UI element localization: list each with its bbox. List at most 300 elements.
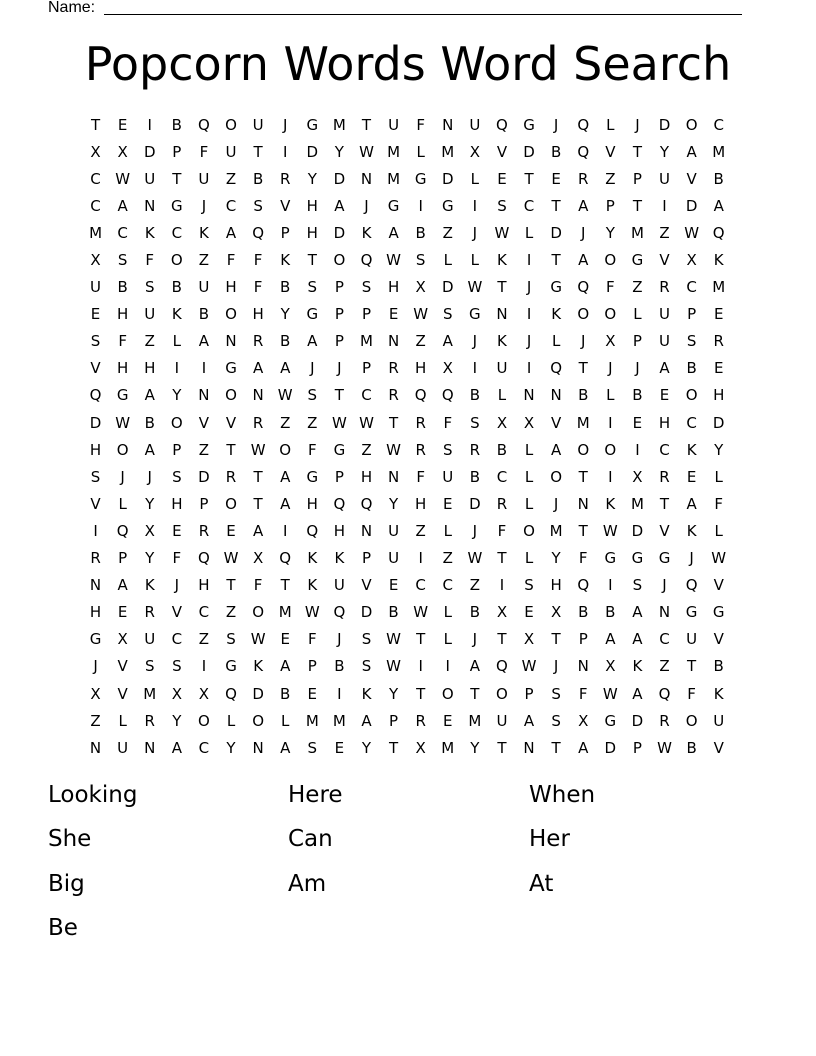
grid-cell[interactable]: Y	[551, 549, 561, 568]
grid-cell[interactable]: U	[659, 332, 670, 351]
grid-cell[interactable]: U	[90, 278, 102, 297]
grid-cell[interactable]: F	[145, 251, 155, 270]
grid-cell[interactable]: H	[306, 494, 318, 513]
grid-cell[interactable]: Y	[334, 142, 344, 161]
grid-cell[interactable]: O	[225, 305, 237, 324]
grid-cell[interactable]: R	[388, 359, 399, 378]
grid-cell[interactable]: E	[686, 467, 697, 486]
grid-cell[interactable]: N	[658, 603, 671, 622]
grid-cell[interactable]: W	[250, 440, 266, 459]
grid-cell[interactable]: M	[630, 223, 644, 242]
grid-cell[interactable]: P	[632, 332, 642, 351]
grid-cell[interactable]: T	[578, 521, 588, 540]
grid-cell[interactable]: S	[253, 196, 263, 215]
grid-cell[interactable]: G	[631, 251, 644, 270]
grid-cell[interactable]: D	[469, 494, 481, 513]
grid-cell[interactable]: Z	[90, 711, 101, 730]
grid-cell[interactable]: P	[361, 305, 371, 324]
grid-cell[interactable]: U	[225, 142, 237, 161]
grid-cell[interactable]: G	[550, 278, 562, 297]
grid-cell[interactable]: S	[497, 196, 507, 215]
grid-cell[interactable]: Y	[307, 169, 317, 188]
grid-cell[interactable]: J	[553, 657, 559, 676]
grid-cell[interactable]: K	[307, 576, 318, 595]
grid-cell[interactable]: F	[416, 115, 425, 134]
grid-cell[interactable]: L	[118, 711, 127, 730]
grid-cell[interactable]: N	[144, 738, 156, 757]
grid-cell[interactable]: K	[334, 549, 345, 568]
grid-cell[interactable]: C	[90, 169, 101, 188]
grid-cell[interactable]: T	[388, 413, 399, 432]
grid-cell[interactable]: F	[714, 494, 724, 513]
grid-cell[interactable]: U	[388, 521, 400, 540]
grid-cell[interactable]: E	[524, 603, 534, 622]
grid-cell[interactable]: R	[659, 711, 670, 730]
grid-cell[interactable]: M	[305, 711, 319, 730]
grid-cell[interactable]: U	[198, 169, 210, 188]
grid-cell[interactable]: L	[524, 494, 534, 513]
grid-cell[interactable]: A	[686, 494, 697, 513]
grid-cell[interactable]: S	[144, 657, 155, 676]
grid-cell[interactable]: L	[281, 711, 290, 730]
grid-cell[interactable]: I	[418, 549, 423, 568]
grid-cell[interactable]: O	[252, 711, 265, 730]
grid-cell[interactable]: F	[307, 630, 317, 649]
grid-cell[interactable]: J	[337, 359, 342, 378]
grid-cell[interactable]: G	[658, 549, 671, 568]
grid-cell[interactable]: Z	[307, 413, 318, 432]
grid-cell[interactable]: D	[333, 223, 346, 242]
grid-cell[interactable]: Q	[577, 142, 590, 161]
grid-cell[interactable]: U	[659, 305, 670, 324]
grid-cell[interactable]: B	[550, 142, 562, 161]
grid-cell[interactable]: Q	[225, 684, 237, 703]
grid-cell[interactable]: H	[89, 440, 102, 459]
grid-cell[interactable]: Y	[388, 684, 399, 703]
grid-cell[interactable]: V	[117, 684, 128, 703]
grid-cell[interactable]: L	[172, 332, 181, 351]
grid-cell[interactable]: Q	[496, 115, 508, 134]
grid-cell[interactable]: P	[524, 684, 534, 703]
grid-cell[interactable]: F	[497, 521, 507, 540]
grid-cell[interactable]: A	[252, 359, 264, 378]
grid-cell[interactable]: L	[470, 169, 480, 188]
grid-cell[interactable]: A	[578, 738, 589, 757]
grid-cell[interactable]: I	[608, 467, 613, 486]
grid-cell[interactable]: U	[713, 711, 725, 730]
grid-cell[interactable]: M	[278, 603, 292, 622]
grid-cell[interactable]: U	[117, 738, 129, 757]
grid-cell[interactable]: K	[144, 223, 155, 242]
grid-cell[interactable]: A	[171, 738, 182, 757]
grid-cell[interactable]: Q	[658, 684, 671, 703]
grid-cell[interactable]: O	[441, 684, 454, 703]
grid-cell[interactable]: D	[631, 521, 644, 540]
grid-cell[interactable]: X	[252, 549, 264, 568]
grid-cell[interactable]: O	[550, 467, 563, 486]
grid-cell[interactable]: F	[687, 684, 696, 703]
grid-cell[interactable]: D	[252, 684, 264, 703]
grid-cell[interactable]: S	[632, 576, 643, 595]
grid-cell[interactable]: F	[118, 332, 127, 351]
grid-cell[interactable]: P	[334, 305, 344, 324]
grid-cell[interactable]: Q	[550, 359, 563, 378]
grid-cell[interactable]: X	[605, 657, 616, 676]
grid-cell[interactable]: C	[442, 576, 453, 595]
grid-cell[interactable]: Z	[225, 603, 237, 622]
grid-cell[interactable]: T	[551, 196, 561, 215]
grid-cell[interactable]: A	[578, 251, 589, 270]
grid-cell[interactable]: D	[89, 413, 102, 432]
grid-cell[interactable]: O	[225, 115, 237, 134]
grid-cell[interactable]: N	[387, 467, 400, 486]
grid-cell[interactable]: W	[494, 223, 510, 242]
grid-cell[interactable]: A	[686, 142, 697, 161]
grid-cell[interactable]: R	[90, 549, 101, 568]
grid-cell[interactable]: A	[198, 332, 210, 351]
grid-cell[interactable]: T	[253, 467, 263, 486]
grid-cell[interactable]: T	[361, 115, 372, 134]
grid-cell[interactable]: V	[90, 494, 101, 513]
grid-cell[interactable]: T	[172, 169, 182, 188]
grid-cell[interactable]: L	[416, 142, 425, 161]
grid-cell[interactable]: Q	[577, 278, 590, 297]
grid-cell[interactable]: U	[496, 711, 508, 730]
grid-cell[interactable]: Q	[198, 115, 210, 134]
grid-cell[interactable]: E	[117, 115, 128, 134]
grid-cell[interactable]: A	[442, 332, 453, 351]
grid-cell[interactable]: W	[711, 549, 727, 568]
grid-cell[interactable]: T	[524, 169, 534, 188]
grid-cell[interactable]: V	[605, 142, 616, 161]
grid-cell[interactable]: X	[415, 738, 426, 757]
grid-cell[interactable]: V	[551, 413, 562, 432]
grid-cell[interactable]: A	[252, 521, 264, 540]
grid-cell[interactable]: K	[361, 223, 372, 242]
grid-cell[interactable]: C	[171, 223, 183, 242]
grid-cell[interactable]: H	[306, 223, 318, 242]
grid-cell[interactable]: J	[608, 359, 613, 378]
grid-cell[interactable]: E	[443, 711, 453, 730]
grid-cell[interactable]: V	[361, 576, 372, 595]
grid-cell[interactable]: T	[334, 386, 344, 405]
grid-cell[interactable]: I	[147, 115, 152, 134]
grid-cell[interactable]: K	[686, 521, 697, 540]
grid-cell[interactable]: O	[577, 305, 590, 324]
grid-cell[interactable]: L	[443, 630, 452, 649]
grid-cell[interactable]: Y	[280, 305, 290, 324]
grid-cell[interactable]: V	[225, 413, 237, 432]
grid-cell[interactable]: A	[632, 630, 643, 649]
grid-cell[interactable]: J	[282, 115, 288, 134]
grid-cell[interactable]: L	[606, 386, 615, 405]
grid-cell[interactable]: R	[469, 440, 481, 459]
grid-cell[interactable]: V	[713, 576, 724, 595]
grid-cell[interactable]: B	[171, 278, 182, 297]
grid-cell[interactable]: X	[144, 521, 155, 540]
grid-cell[interactable]: D	[550, 223, 562, 242]
grid-cell[interactable]: R	[144, 711, 155, 730]
grid-cell[interactable]: C	[198, 603, 210, 622]
grid-cell[interactable]: G	[712, 603, 725, 622]
grid-cell[interactable]: E	[551, 169, 561, 188]
grid-cell[interactable]: C	[117, 223, 128, 242]
grid-cell[interactable]: M	[712, 278, 726, 297]
grid-cell[interactable]: T	[497, 278, 507, 297]
grid-cell[interactable]: T	[470, 684, 480, 703]
grid-cell[interactable]: Z	[415, 521, 426, 540]
grid-cell[interactable]: S	[172, 467, 182, 486]
grid-cell[interactable]: K	[551, 305, 562, 324]
grid-cell[interactable]: O	[604, 305, 617, 324]
grid-cell[interactable]: S	[551, 684, 561, 703]
grid-cell[interactable]: G	[306, 305, 319, 324]
grid-cell[interactable]: G	[604, 711, 617, 730]
grid-cell[interactable]: N	[523, 386, 535, 405]
grid-cell[interactable]: B	[496, 440, 508, 459]
grid-cell[interactable]: C	[713, 115, 724, 134]
grid-cell[interactable]: A	[225, 223, 237, 242]
grid-cell[interactable]: I	[282, 142, 288, 161]
grid-cell[interactable]: E	[226, 521, 236, 540]
grid-cell[interactable]: A	[469, 657, 480, 676]
grid-cell[interactable]: M	[332, 115, 346, 134]
grid-cell[interactable]: U	[686, 630, 698, 649]
grid-cell[interactable]: B	[686, 738, 697, 757]
grid-cell[interactable]: J	[662, 576, 667, 595]
grid-cell[interactable]: S	[551, 711, 561, 730]
grid-cell[interactable]: P	[578, 630, 588, 649]
grid-cell[interactable]: Y	[714, 440, 724, 459]
grid-cell[interactable]: S	[144, 278, 155, 297]
grid-cell[interactable]: D	[658, 115, 671, 134]
grid-cell[interactable]: E	[497, 169, 507, 188]
grid-cell[interactable]: W	[467, 278, 483, 297]
grid-cell[interactable]: S	[361, 630, 372, 649]
grid-cell[interactable]: W	[277, 386, 293, 405]
grid-cell[interactable]: X	[171, 684, 182, 703]
grid-cell[interactable]: F	[443, 413, 453, 432]
grid-cell[interactable]: O	[496, 684, 508, 703]
grid-cell[interactable]: U	[144, 630, 156, 649]
grid-cell[interactable]: S	[90, 332, 101, 351]
grid-cell[interactable]: I	[472, 359, 478, 378]
grid-cell[interactable]: W	[386, 440, 401, 459]
grid-cell[interactable]: T	[416, 630, 426, 649]
grid-cell[interactable]: D	[631, 711, 644, 730]
grid-cell[interactable]: R	[225, 467, 237, 486]
grid-cell[interactable]: D	[441, 169, 454, 188]
grid-cell[interactable]: X	[523, 413, 535, 432]
grid-cell[interactable]: J	[472, 223, 478, 242]
grid-cell[interactable]: V	[90, 359, 101, 378]
grid-cell[interactable]: J	[526, 332, 532, 351]
grid-cell[interactable]: T	[578, 467, 588, 486]
grid-cell[interactable]: R	[415, 711, 426, 730]
grid-cell[interactable]: K	[307, 549, 318, 568]
grid-cell[interactable]: Z	[469, 576, 480, 595]
grid-cell[interactable]: M	[441, 738, 455, 757]
grid-cell[interactable]: H	[415, 494, 427, 513]
grid-cell[interactable]: S	[90, 467, 101, 486]
grid-cell[interactable]: H	[252, 305, 264, 324]
grid-cell[interactable]: F	[226, 251, 236, 270]
grid-cell[interactable]: F	[578, 684, 588, 703]
grid-cell[interactable]: A	[117, 196, 128, 215]
grid-cell[interactable]: T	[632, 196, 642, 215]
grid-cell[interactable]: I	[93, 521, 98, 540]
grid-cell[interactable]: I	[635, 440, 640, 459]
grid-cell[interactable]: H	[415, 359, 427, 378]
grid-cell[interactable]: N	[144, 196, 156, 215]
grid-cell[interactable]: J	[120, 467, 125, 486]
grid-cell[interactable]: L	[606, 115, 615, 134]
grid-cell[interactable]: B	[144, 413, 155, 432]
grid-cell[interactable]: J	[581, 332, 586, 351]
grid-cell[interactable]: V	[171, 603, 182, 622]
grid-cell[interactable]: O	[685, 115, 698, 134]
grid-cell[interactable]: F	[253, 576, 263, 595]
grid-cell[interactable]: L	[118, 494, 127, 513]
grid-cell[interactable]: C	[90, 196, 101, 215]
grid-cell[interactable]: B	[469, 467, 480, 486]
grid-cell[interactable]: I	[174, 359, 180, 378]
grid-cell[interactable]: J	[310, 359, 315, 378]
grid-cell[interactable]: Y	[226, 738, 236, 757]
grid-cell[interactable]: R	[252, 332, 264, 351]
grid-cell[interactable]: G	[604, 549, 617, 568]
grid-cell[interactable]: T	[578, 359, 588, 378]
grid-cell[interactable]: P	[334, 332, 344, 351]
grid-cell[interactable]: P	[361, 549, 371, 568]
grid-cell[interactable]: Z	[198, 440, 210, 459]
grid-cell[interactable]: A	[659, 359, 670, 378]
grid-cell[interactable]: A	[144, 440, 155, 459]
grid-cell[interactable]: U	[496, 359, 508, 378]
grid-cell[interactable]: W	[250, 630, 266, 649]
grid-cell[interactable]: D	[604, 738, 617, 757]
grid-cell[interactable]: V	[686, 169, 697, 188]
grid-cell[interactable]: X	[198, 684, 210, 703]
grid-cell[interactable]: N	[550, 386, 562, 405]
grid-cell[interactable]: I	[282, 521, 288, 540]
grid-cell[interactable]: B	[713, 657, 724, 676]
grid-cell[interactable]: S	[443, 305, 453, 324]
grid-cell[interactable]: U	[144, 169, 156, 188]
grid-cell[interactable]: F	[253, 251, 263, 270]
grid-cell[interactable]: I	[472, 196, 478, 215]
grid-cell[interactable]: B	[117, 278, 128, 297]
grid-cell[interactable]: A	[334, 196, 345, 215]
grid-cell[interactable]: B	[713, 169, 724, 188]
grid-cell[interactable]: Q	[496, 657, 508, 676]
grid-cell[interactable]: W	[223, 549, 239, 568]
grid-cell[interactable]: Q	[577, 576, 590, 595]
grid-cell[interactable]: Z	[415, 332, 426, 351]
grid-cell[interactable]: T	[90, 115, 101, 134]
grid-cell[interactable]: I	[445, 657, 450, 676]
grid-cell[interactable]: A	[632, 684, 643, 703]
grid-cell[interactable]: E	[443, 494, 453, 513]
grid-cell[interactable]: G	[225, 657, 237, 676]
grid-cell[interactable]: R	[252, 413, 264, 432]
grid-cell[interactable]: K	[199, 223, 209, 242]
grid-cell[interactable]: E	[659, 386, 670, 405]
grid-cell[interactable]: G	[469, 305, 481, 324]
grid-cell[interactable]: D	[333, 169, 346, 188]
grid-cell[interactable]: K	[171, 305, 182, 324]
grid-cell[interactable]: O	[225, 494, 237, 513]
grid-cell[interactable]: E	[117, 603, 128, 622]
grid-cell[interactable]: W	[304, 603, 320, 622]
grid-cell[interactable]: D	[198, 467, 210, 486]
grid-cell[interactable]: S	[226, 630, 236, 649]
grid-cell[interactable]: X	[90, 142, 101, 161]
grid-cell[interactable]: H	[171, 494, 183, 513]
grid-cell[interactable]: W	[684, 223, 700, 242]
grid-cell[interactable]: B	[632, 386, 643, 405]
grid-cell[interactable]: V	[198, 413, 210, 432]
grid-cell[interactable]: X	[551, 603, 562, 622]
grid-cell[interactable]: R	[578, 169, 589, 188]
grid-cell[interactable]: A	[280, 657, 291, 676]
grid-cell[interactable]: Z	[632, 278, 643, 297]
grid-cell[interactable]: H	[89, 603, 102, 622]
grid-cell[interactable]: K	[632, 657, 643, 676]
grid-cell[interactable]: T	[253, 142, 263, 161]
grid-cell[interactable]: H	[713, 386, 725, 405]
grid-cell[interactable]: R	[198, 521, 210, 540]
grid-cell[interactable]: Q	[712, 223, 725, 242]
grid-cell[interactable]: I	[418, 657, 423, 676]
grid-cell[interactable]: S	[172, 657, 182, 676]
grid-cell[interactable]: L	[470, 251, 480, 270]
grid-cell[interactable]: H	[387, 278, 400, 297]
grid-cell[interactable]: N	[89, 738, 102, 757]
grid-cell[interactable]: Q	[252, 223, 265, 242]
grid-cell[interactable]: F	[199, 142, 209, 161]
grid-cell[interactable]: A	[713, 196, 724, 215]
grid-cell[interactable]: Q	[116, 521, 129, 540]
grid-cell[interactable]: M	[576, 413, 590, 432]
grid-cell[interactable]: X	[117, 630, 128, 649]
grid-cell[interactable]: X	[117, 142, 128, 161]
grid-cell[interactable]: B	[198, 305, 210, 324]
grid-cell[interactable]: M	[332, 711, 346, 730]
grid-cell[interactable]: Q	[360, 494, 373, 513]
grid-cell[interactable]: J	[689, 549, 694, 568]
grid-cell[interactable]: Z	[442, 549, 453, 568]
grid-cell[interactable]: Q	[279, 549, 292, 568]
grid-cell[interactable]: G	[414, 169, 427, 188]
grid-cell[interactable]: W	[657, 738, 672, 757]
grid-cell[interactable]: L	[524, 467, 534, 486]
grid-cell[interactable]: B	[415, 223, 426, 242]
grid-cell[interactable]: R	[659, 278, 670, 297]
grid-cell[interactable]: B	[469, 386, 480, 405]
grid-cell[interactable]: J	[147, 467, 152, 486]
grid-cell[interactable]: A	[280, 359, 291, 378]
grid-cell[interactable]: R	[713, 332, 724, 351]
grid-cell[interactable]: D	[685, 196, 698, 215]
grid-cell[interactable]: N	[198, 386, 210, 405]
grid-cell[interactable]: Y	[470, 738, 480, 757]
grid-cell[interactable]: A	[523, 711, 535, 730]
grid-cell[interactable]: X	[686, 251, 697, 270]
grid-cell[interactable]: P	[605, 196, 615, 215]
grid-cell[interactable]: R	[415, 440, 426, 459]
grid-cell[interactable]: H	[550, 576, 562, 595]
